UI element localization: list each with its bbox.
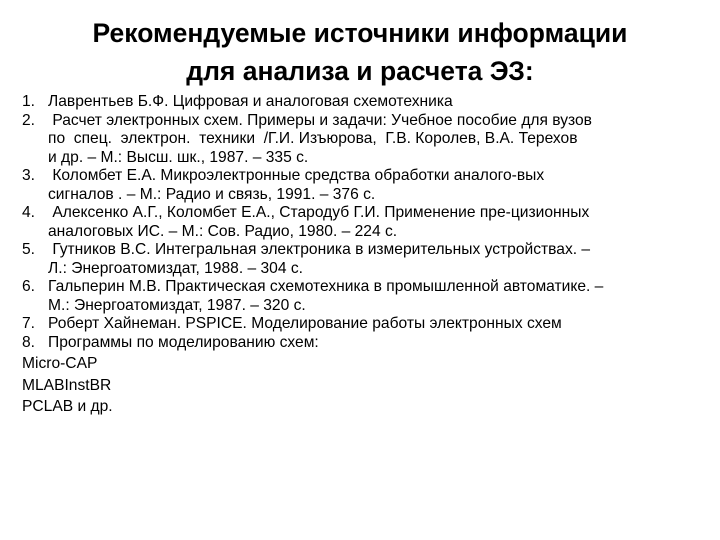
reference-item-3 (22, 167, 712, 204)
reference-item-2 (22, 112, 712, 168)
title-line-2: для анализа и расчета ЭЗ: (186, 56, 534, 86)
item-text: Гальперин М.В. Практическая схемотехника в промышленной автоматике. – (48, 278, 604, 295)
slide-title (0, 14, 720, 90)
item-number: 8. (22, 333, 36, 351)
reference-item-4 (22, 204, 712, 241)
item-number: 5. (22, 241, 36, 258)
item-text: и др. – М.: Высш. шк., 1987. – 335 с. (48, 148, 309, 166)
item-number: 1. (22, 93, 36, 110)
item-text: по спец. электрон. техники /Г.И. Изъюрова, Г.В. Королев, В.А. Терехов (48, 130, 578, 147)
reference-item-8 (22, 334, 712, 353)
reference-item-6 (22, 278, 712, 315)
item-number: 4. (22, 204, 36, 221)
reference-item-1 (22, 93, 712, 112)
item-text: Л.: Энергоатомиздат, 1988. – 304 с. (48, 259, 303, 277)
item-text: сигналов . – М.: Радио и связь, 1991. – 376 с. (48, 185, 376, 203)
item-text: Роберт Хайнеман. PSPICE. Моделирование работы электронных схем (48, 315, 562, 332)
item-number: 7. (22, 315, 36, 332)
program-mlabinstbr: MLABInstBR (22, 376, 112, 394)
item-text: М.: Энергоатомиздат, 1987. – 320 с. (48, 296, 306, 314)
item-number: 6. (22, 278, 36, 295)
reference-list (22, 93, 712, 417)
item-number: 3. (22, 167, 36, 184)
item-text: Коломбет Е.А. Микроэлектронные средства обработки аналого-вых (48, 167, 545, 184)
item-text: Программы по моделированию схем: (48, 333, 319, 351)
item-text: аналоговых ИС. – М.: Сов. Радио, 1980. – 224 с. (48, 222, 398, 240)
item-number: 2. (22, 111, 36, 129)
reference-item-7 (22, 315, 712, 334)
item-text: Алексенко А.Г., Коломбет Е.А., Стародуб Г.И. Применение пре-цизионных (48, 204, 590, 221)
title-line-1: Рекомендуемые источники информации (92, 18, 628, 48)
item-text: Расчет электронных схем. Примеры и задачи: Учебное пособие для вузов (48, 111, 592, 129)
program-pclab: PCLAB и др. (22, 398, 113, 415)
item-text: Лаврентьев Б.Ф. Цифровая и аналоговая схемотехника (48, 93, 453, 110)
reference-item-5 (22, 241, 712, 278)
item-text: Гутников В.С. Интегральная электроника в измерительных устройствах. – (48, 241, 591, 258)
program-micro-cap: Micro-CAP (22, 355, 98, 372)
